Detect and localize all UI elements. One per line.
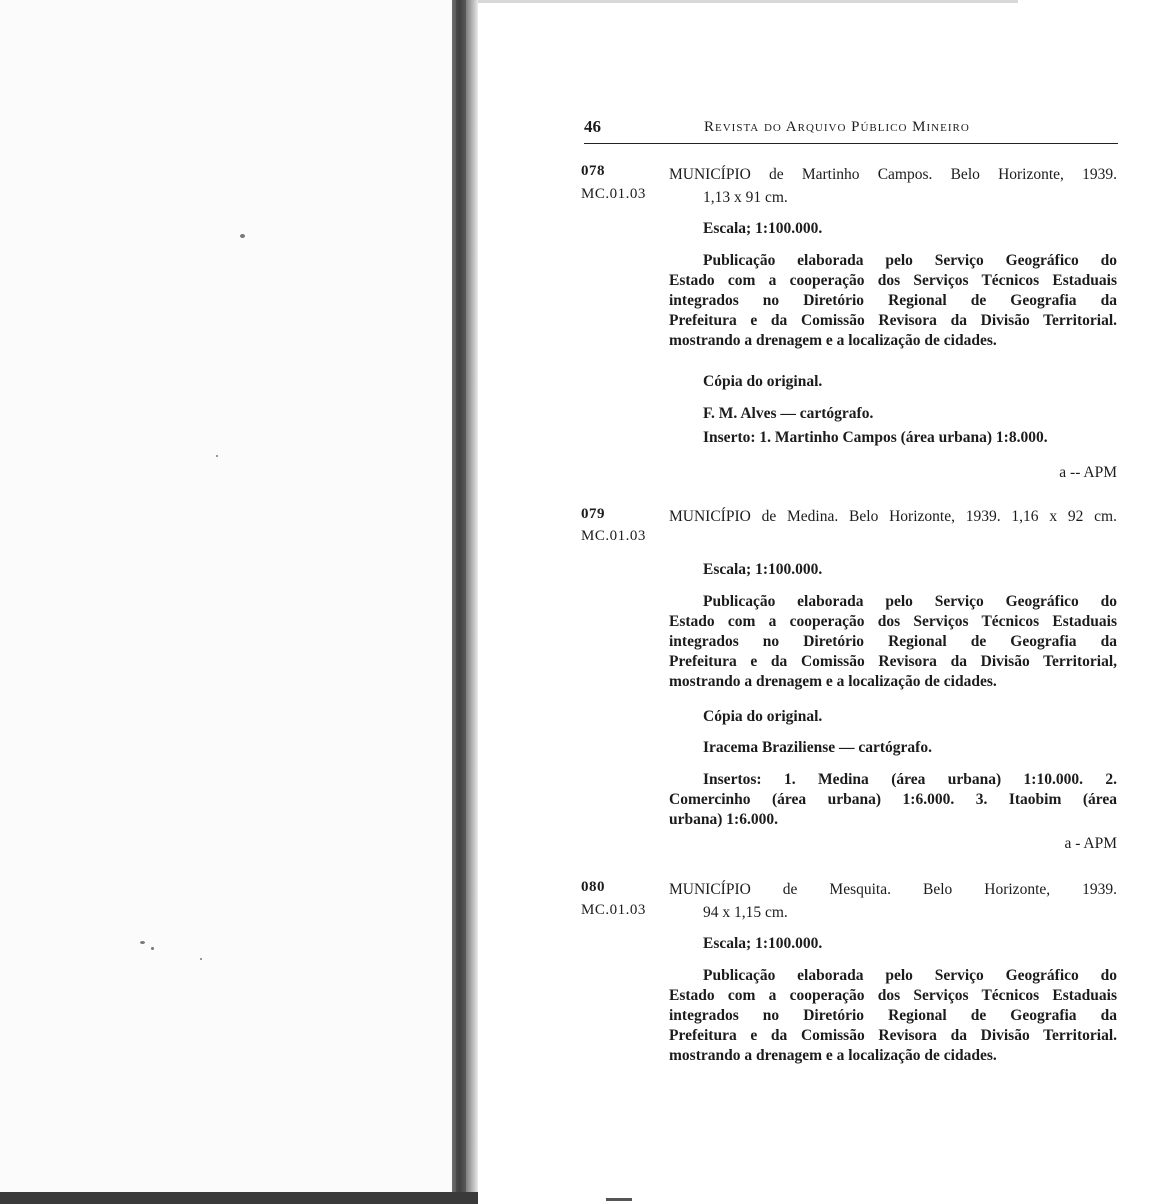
publication-line: Prefeitura e da Comissão Revisora da Divisão Territorial, [669, 653, 1117, 670]
publication-line: Estado com a cooperação dos Serviços Técnicos Estaduais [669, 272, 1117, 289]
entry-title: MUNICÍPIO de Medina. Belo Horizonte, 1939. 1,16 x 92 cm. [669, 508, 1117, 525]
entry-number: 079 [581, 506, 605, 522]
entry-number: 078 [581, 163, 605, 179]
publication-line: integrados no Diretório Regional de Geografia da [669, 633, 1117, 650]
entry-code: MC.01.03 [581, 528, 646, 544]
left-blank-page [0, 0, 452, 1204]
entry-scale: Escala; 1:100.000. [703, 561, 823, 578]
entry-dimensions: 94 x 1,15 cm. [703, 904, 788, 921]
entry-code: MC.01.03 [581, 186, 646, 202]
entry-number: 080 [581, 879, 605, 895]
entry-publication [669, 966, 1117, 1066]
entry-inserts: Inserto: 1. Martinho Campos (área urbana) 1:8.000. [703, 429, 1048, 446]
scan-speck [151, 947, 154, 950]
inserts-line: Comercinho (área urbana) 1:6.000. 3. Itaobim (área [669, 791, 1117, 808]
inserts-line: urbana) 1:6.000. [669, 811, 778, 828]
publication-line: Prefeitura e da Comissão Revisora da Divisão Territorial. [669, 312, 1117, 329]
entry-author: F. M. Alves — cartógrafo. [703, 405, 874, 422]
publication-line: integrados no Diretório Regional de Geografia da [669, 292, 1117, 309]
publication-line: Publicação elaborada pelo Serviço Geográfico do [703, 593, 1117, 610]
entry-scale: Escala; 1:100.000. [703, 935, 823, 952]
entry-author: Iracema Braziliense — cartógrafo. [703, 739, 932, 756]
entry-copy-note: Cópia do original. [703, 373, 823, 390]
scan-speck [240, 234, 245, 238]
entry-scale: Escala; 1:100.000. [703, 220, 823, 237]
publication-line: integrados no Diretório Regional de Geografia da [669, 1007, 1117, 1024]
publication-line: Publicação elaborada pelo Serviço Geográfico do [703, 967, 1117, 984]
page-bottom-edge [0, 1192, 478, 1204]
entry-publication [669, 592, 1117, 692]
scan-mark [606, 1198, 632, 1201]
entry-code: MC.01.03 [581, 902, 646, 918]
entry-publication [669, 251, 1117, 351]
publication-line: mostrando a drenagem e a localização de cidades. [669, 673, 997, 690]
page-number: 46 [584, 117, 601, 136]
entry-title: MUNICÍPIO de Mesquita. Belo Horizonte, 1939. [669, 881, 1117, 898]
publication-line: mostrando a drenagem e a localização de cidades. [669, 1047, 997, 1064]
entry-dimensions: 1,13 x 91 cm. [703, 189, 788, 206]
inserts-line: Insertos: 1. Medina (área urbana) 1:10.000. 2. [703, 771, 1117, 788]
journal-title: Revista do Arquivo Público Mineiro [704, 119, 970, 135]
entry-title: MUNICÍPIO de Martinho Campos. Belo Horizonte, 1939. [669, 166, 1117, 183]
scan-speck [200, 958, 202, 960]
scan-speck [140, 941, 145, 944]
book-gutter-shadow [456, 0, 466, 1204]
running-head [584, 117, 1118, 144]
scan-speck [216, 455, 218, 457]
page-top-edge [478, 0, 1018, 3]
entry-location: a -- APM [1059, 464, 1117, 481]
publication-line: mostrando a drenagem e a localização de cidades. [669, 332, 997, 349]
publication-line: Estado com a cooperação dos Serviços Técnicos Estaduais [669, 613, 1117, 630]
publication-line: Publicação elaborada pelo Serviço Geográfico do [703, 252, 1117, 269]
publication-line: Estado com a cooperação dos Serviços Técnicos Estaduais [669, 987, 1117, 1004]
publication-line: Prefeitura e da Comissão Revisora da Divisão Territorial. [669, 1027, 1117, 1044]
entry-copy-note: Cópia do original. [703, 708, 823, 725]
entry-location: a - APM [1064, 835, 1117, 852]
entry-inserts [669, 770, 1117, 830]
